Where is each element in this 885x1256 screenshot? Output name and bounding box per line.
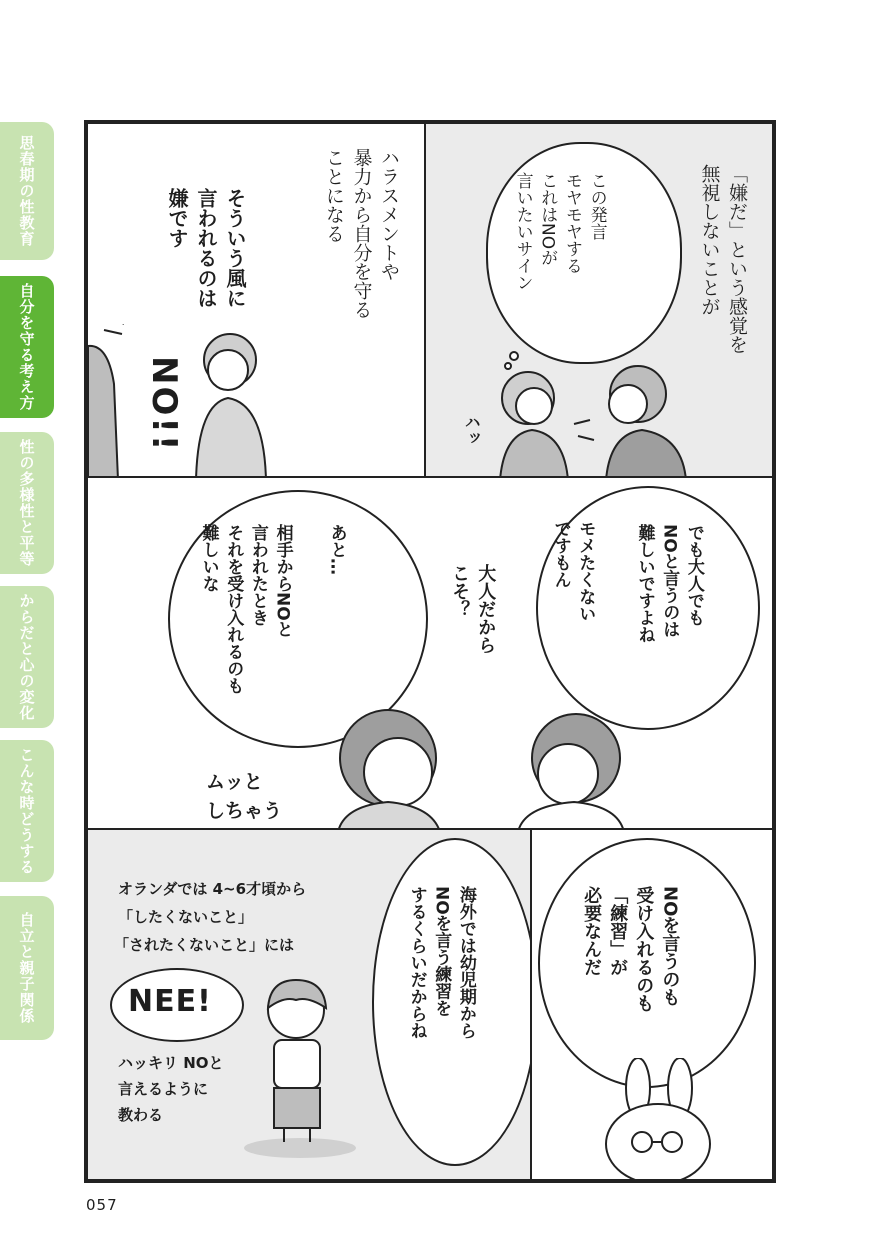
rabbit-illustration bbox=[592, 1058, 742, 1181]
thought-text: この発言 モヤモヤする これはNOが 言いたいサイン bbox=[512, 172, 607, 291]
caption-line-1: オランダでは 4~6才頃から bbox=[118, 880, 307, 898]
caption-line-3: 「されたくないこと」には bbox=[114, 936, 295, 954]
speech-text-1b: モメたくない ですもん bbox=[550, 520, 596, 622]
panel-2 bbox=[86, 122, 426, 478]
speech-text-2a: あと… bbox=[326, 524, 347, 575]
panel-3 bbox=[86, 476, 774, 830]
no-exclaim: NO!! bbox=[144, 356, 184, 453]
caption-line-4: ハッキリ NOと bbox=[118, 1054, 224, 1072]
speech-text-2: 相手からNOと 言われたとき それを受け入れるのも 難しいな bbox=[198, 524, 293, 694]
caption-line-2: 「したくないこと」 bbox=[118, 908, 254, 926]
speech-text-1: でも大人でも NOと言うのは 難しいですよね bbox=[634, 524, 704, 643]
tab-sexual-education[interactable]: 思春期の性教育 bbox=[0, 122, 54, 260]
tab-diversity[interactable]: 性の多様性と平等 bbox=[0, 432, 54, 574]
characters-illustration bbox=[318, 688, 658, 830]
speech-text: そういう風に 言われるのは 嫌です bbox=[165, 188, 247, 308]
narration: 「嫌だ」という感覚を 無視しないことが bbox=[698, 164, 748, 354]
child-illustration bbox=[238, 970, 368, 1160]
tab-what-to-do[interactable]: こんな時どうする bbox=[0, 740, 54, 882]
characters-illustration bbox=[88, 324, 288, 478]
nee-text: NEE! bbox=[128, 984, 212, 1019]
tab-self-protection[interactable]: 自分を守る考え方 bbox=[0, 276, 54, 418]
panel-4 bbox=[86, 828, 532, 1181]
caption-line-5: 言えるように bbox=[118, 1080, 209, 1098]
tab-body-mind[interactable]: からだと心の変化 bbox=[0, 586, 54, 728]
sfx-mutto: ムッと しちゃう bbox=[206, 771, 283, 822]
sfx-ha: ハッ bbox=[462, 414, 482, 446]
tab-independence[interactable]: 自立と親子関係 bbox=[0, 896, 54, 1040]
characters-illustration bbox=[486, 350, 696, 478]
panel-5 bbox=[530, 828, 774, 1181]
aside-text: 大人だから こそ？ bbox=[449, 564, 497, 654]
speech-text: NOを言うのも 受け入れるのも 「練習」が 必要なんだ bbox=[581, 886, 681, 1012]
speech-text: 海外では幼児期から NOを言う練習を するくらいだからね bbox=[406, 886, 476, 1039]
narration: ハラスメントや 暴力から自分を守る ことになる bbox=[322, 148, 400, 319]
caption-line-6: 教わる bbox=[118, 1106, 164, 1124]
panel-1 bbox=[424, 122, 774, 478]
page-number: 057 bbox=[86, 1196, 118, 1214]
comic-page bbox=[84, 120, 776, 1183]
